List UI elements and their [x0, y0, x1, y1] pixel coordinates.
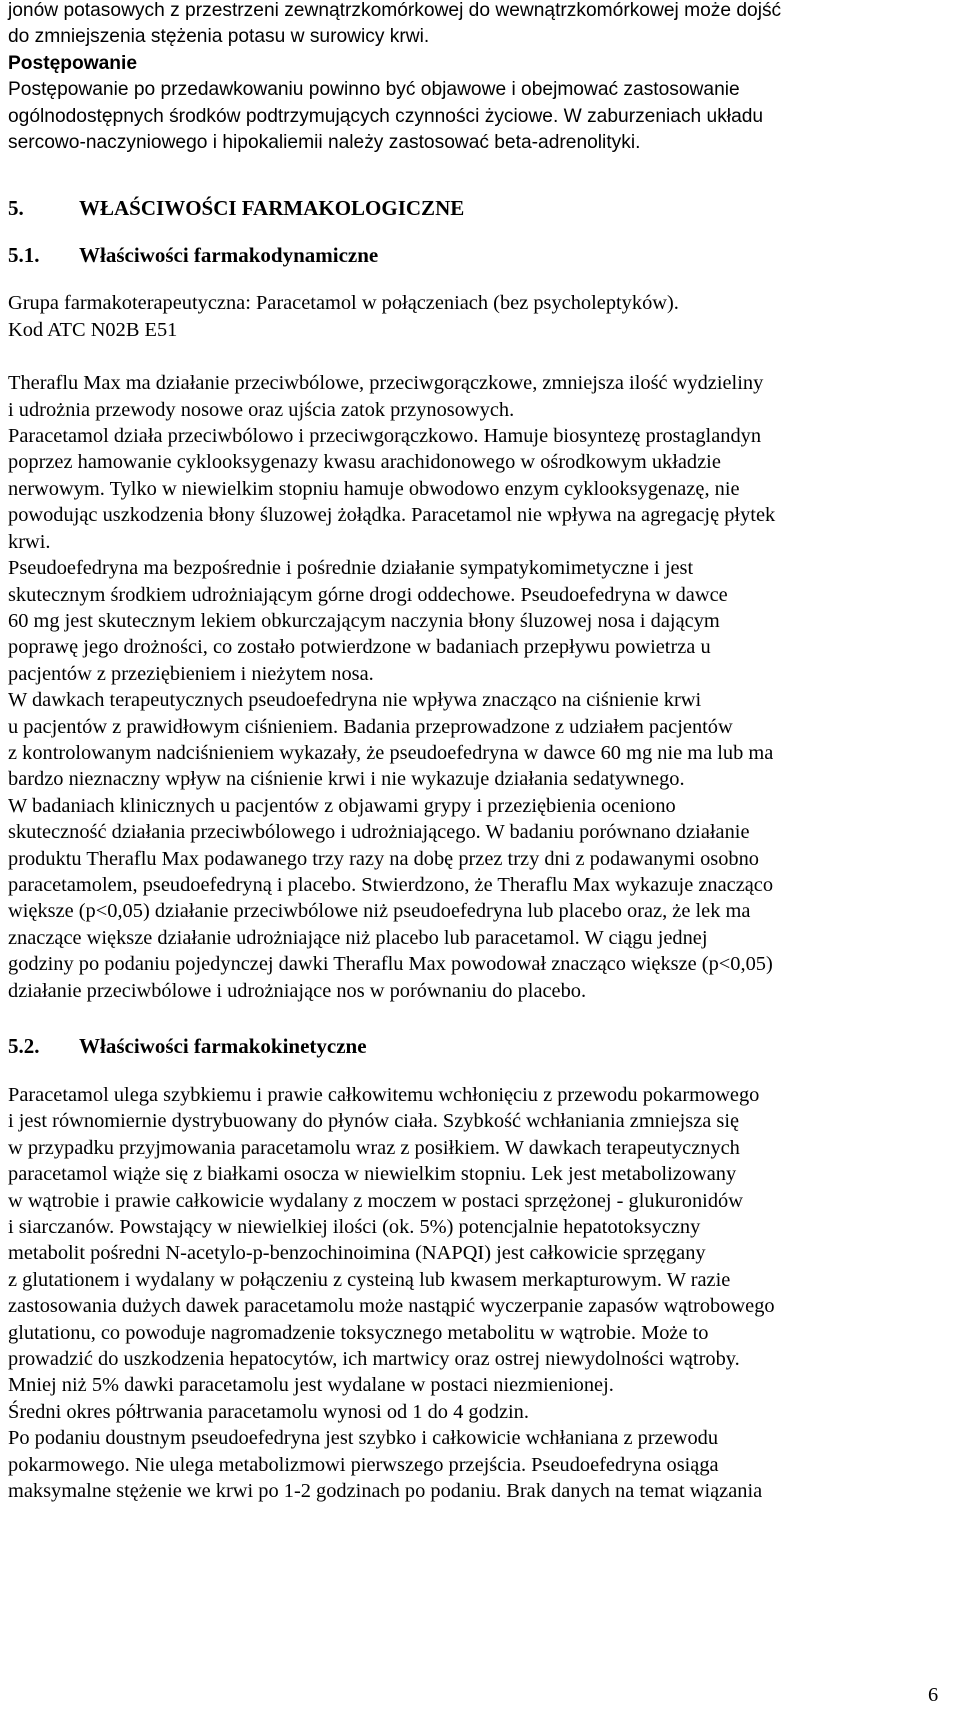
text-line: i udrożnia przewody nosowe oraz ujścia zatok przynosowych.: [8, 398, 515, 421]
pharmacotherapeutic-group: [8, 290, 930, 343]
procedure-heading: Postępowanie: [8, 52, 138, 74]
text-line: 60 mg jest skutecznym lekiem obkurczającym naczynia błony śluzowej nosa i dającym: [8, 609, 720, 632]
text-line: Mniej niż 5% dawki paracetamolu jest wydalane w postaci niezmienionej.: [8, 1374, 614, 1397]
overdose-continuation: [8, 0, 930, 156]
text-line: Paracetamol ulega szybkiemu i prawie całkowitemu wchłonięciu z przewodu pokarmowego: [8, 1084, 760, 1106]
text-line: poprawę jego drożności, co zostało potwierdzone w badaniach przepływu powietrza u: [8, 636, 711, 659]
text-line: z kontrolowanym nadciśnieniem wykazały, że pseudoefedryna w dawce 60 mg nie ma lub ma: [8, 741, 774, 764]
text-line: poprzez hamowanie cyklooksygenazy kwasu arachidonowego w ośrodkowym układzie: [8, 451, 721, 474]
page-number: 6: [928, 1684, 939, 1706]
text-line: produktu Theraflu Max podawanego trzy razy na dobę przez trzy dni z podawanymi osobno: [8, 847, 759, 870]
text-line: sercowo-naczyniowego i hipokaliemii należy zastosować beta-adrenolityki.: [8, 132, 641, 154]
text-line: Po podaniu doustnym pseudoefedryna jest szybko i całkowicie wchłaniana z przewodu: [8, 1427, 719, 1450]
text-line: ogólnodostępnych środków podtrzymujących czynności życiowe. W zaburzeniach układu: [8, 105, 764, 127]
text-line: pokarmowego. Nie ulega metabolizmowi pierwszego przejścia. Pseudoefedryna osiąga: [8, 1453, 719, 1476]
text-line: Postępowanie po przedawkowaniu powinno być objawowe i obejmować zastosowanie: [8, 79, 740, 101]
section-number: 5.1.: [8, 243, 40, 268]
text-line: Grupa farmakoterapeutyczna: Paracetamol w połączeniach (bez psycholeptyków).: [8, 292, 679, 315]
text-line: z glutationem i wydalany w połączeniu z cysteiną lub kwasem merkapturowym. W razie: [8, 1268, 731, 1291]
text-line: W dawkach terapeutycznych pseudoefedryna nie wpływa znacząco na ciśnienie krwi: [8, 689, 702, 712]
text-line: Pseudoefedryna ma bezpośrednie i pośrednie działanie sympatykomimetyczne i jest: [8, 557, 694, 580]
text-line: i siarczanów. Powstający w niewielkiej ilości (ok. 5%) potencjalnie hepatotoksyczny: [8, 1216, 701, 1239]
pharmacokinetics-body: [8, 1082, 930, 1505]
text-line: godziny po podaniu pojedynczej dawki Theraflu Max powodował znacząco większe (p<0,05): [8, 953, 773, 976]
text-line: powodując uszkodzenia błony śluzowej żołądka. Paracetamol nie wpływa na agregację płytek: [8, 504, 776, 527]
text-line: większe (p<0,05) działanie przeciwbólowe niż pseudoefedryna lub placebo oraz, że lek ma: [8, 900, 751, 923]
text-line: Theraflu Max ma działanie przeciwbólowe, przeciwgorączkowe, zmniejsza ilość wydzieliny: [8, 372, 764, 395]
text-line: działanie przeciwbólowe i udrożniające nos w porównaniu do placebo.: [8, 979, 587, 1002]
text-line: Paracetamol działa przeciwbólowo i przeciwgorączkowo. Hamuje biosyntezę prostaglandyn: [8, 425, 762, 448]
text-line: pacjentów z przeziębieniem i nieżytem nosa.: [8, 662, 374, 685]
text-line: w wątrobie i prawie całkowicie wydalany z moczem w postaci sprzężonej - glukuronidów: [8, 1189, 743, 1212]
text-line: paracetamol wiąże się z białkami osocza w niewielkim stopniu. Lek jest metabolizowany: [8, 1163, 737, 1186]
text-line: glutationu, co powoduje nagromadzenie toksycznego metabolitu w wątrobie. Może to: [8, 1321, 709, 1344]
text-line: skuteczność działania przeciwbólowego i udrożniającego. W badaniu porównano działanie: [8, 821, 750, 844]
text-line: jonów potasowych z przestrzeni zewnątrzkomórkowej do wewnątrzkomórkowej może dojść: [8, 0, 782, 21]
text-line: paracetamolem, pseudoefedryną i placebo. Stwierdzono, że Theraflu Max wykazuje znacząco: [8, 873, 774, 896]
text-line: u pacjentów z prawidłowym ciśnieniem. Badania przeprowadzone z udziałem pacjentów: [8, 715, 733, 738]
text-line: Średni okres półtrwania paracetamolu wynosi od 1 do 4 godzin.: [8, 1400, 529, 1423]
section-number: 5.: [8, 196, 24, 221]
text-line: maksymalne stężenie we krwi po 1-2 godzinach po podaniu. Brak danych na temat wiązania: [8, 1480, 763, 1503]
section-title: Właściwości farmakodynamiczne: [79, 243, 379, 268]
text-line: metabolit pośredni N-acetylo-p-benzochinoimina (NAPQI) jest całkowicie sprzęgany: [8, 1242, 706, 1265]
text-line: W badaniach klinicznych u pacjentów z objawami grypy i przeziębienia oceniono: [8, 794, 676, 817]
text-line: Kod ATC N02B E51: [8, 318, 178, 341]
section-5-1-heading: [8, 241, 930, 269]
pharmacodynamics-body: [8, 370, 930, 1004]
text-line: znaczące większe działanie udrożniające niż placebo lub paracetamol. W ciągu jednej: [8, 926, 708, 949]
text-line: do zmniejszenia stężenia potasu w surowicy krwi.: [8, 26, 430, 48]
section-title: Właściwości farmakokinetyczne: [79, 1034, 367, 1058]
section-5-heading: [8, 194, 930, 222]
text-line: w przypadku przyjmowania paracetamolu wraz z posiłkiem. W dawkach terapeutycznych: [8, 1136, 740, 1159]
text-line: krwi.: [8, 530, 51, 553]
text-line: prowadzić do uszkodzenia hepatocytów, ich martwicy oraz ostrej niewydolności wątroby.: [8, 1348, 740, 1371]
text-line: bardzo nieznaczny wpływ na ciśnienie krwi i nie wykazuje działania sedatywnego.: [8, 768, 685, 791]
section-5-2-heading: [8, 1032, 930, 1060]
text-line: nerwowym. Tylko w niewielkim stopniu hamuje obwodowo enzym cyklooksygenazę, nie: [8, 477, 740, 500]
text-line: zastosowania dużych dawek paracetamolu może nastąpić wyczerpanie zapasów wątrobowego: [8, 1295, 775, 1318]
section-title: WŁAŚCIWOŚCI FARMAKOLOGICZNE: [79, 196, 465, 221]
section-number: 5.2.: [8, 1034, 40, 1058]
text-line: skutecznym środkiem udrożniającym górne drogi oddechowe. Pseudoefedryna w dawce: [8, 583, 728, 606]
text-line: i jest równomiernie dystrybuowany do płynów ciała. Szybkość wchłaniania zmniejsza się: [8, 1110, 740, 1133]
